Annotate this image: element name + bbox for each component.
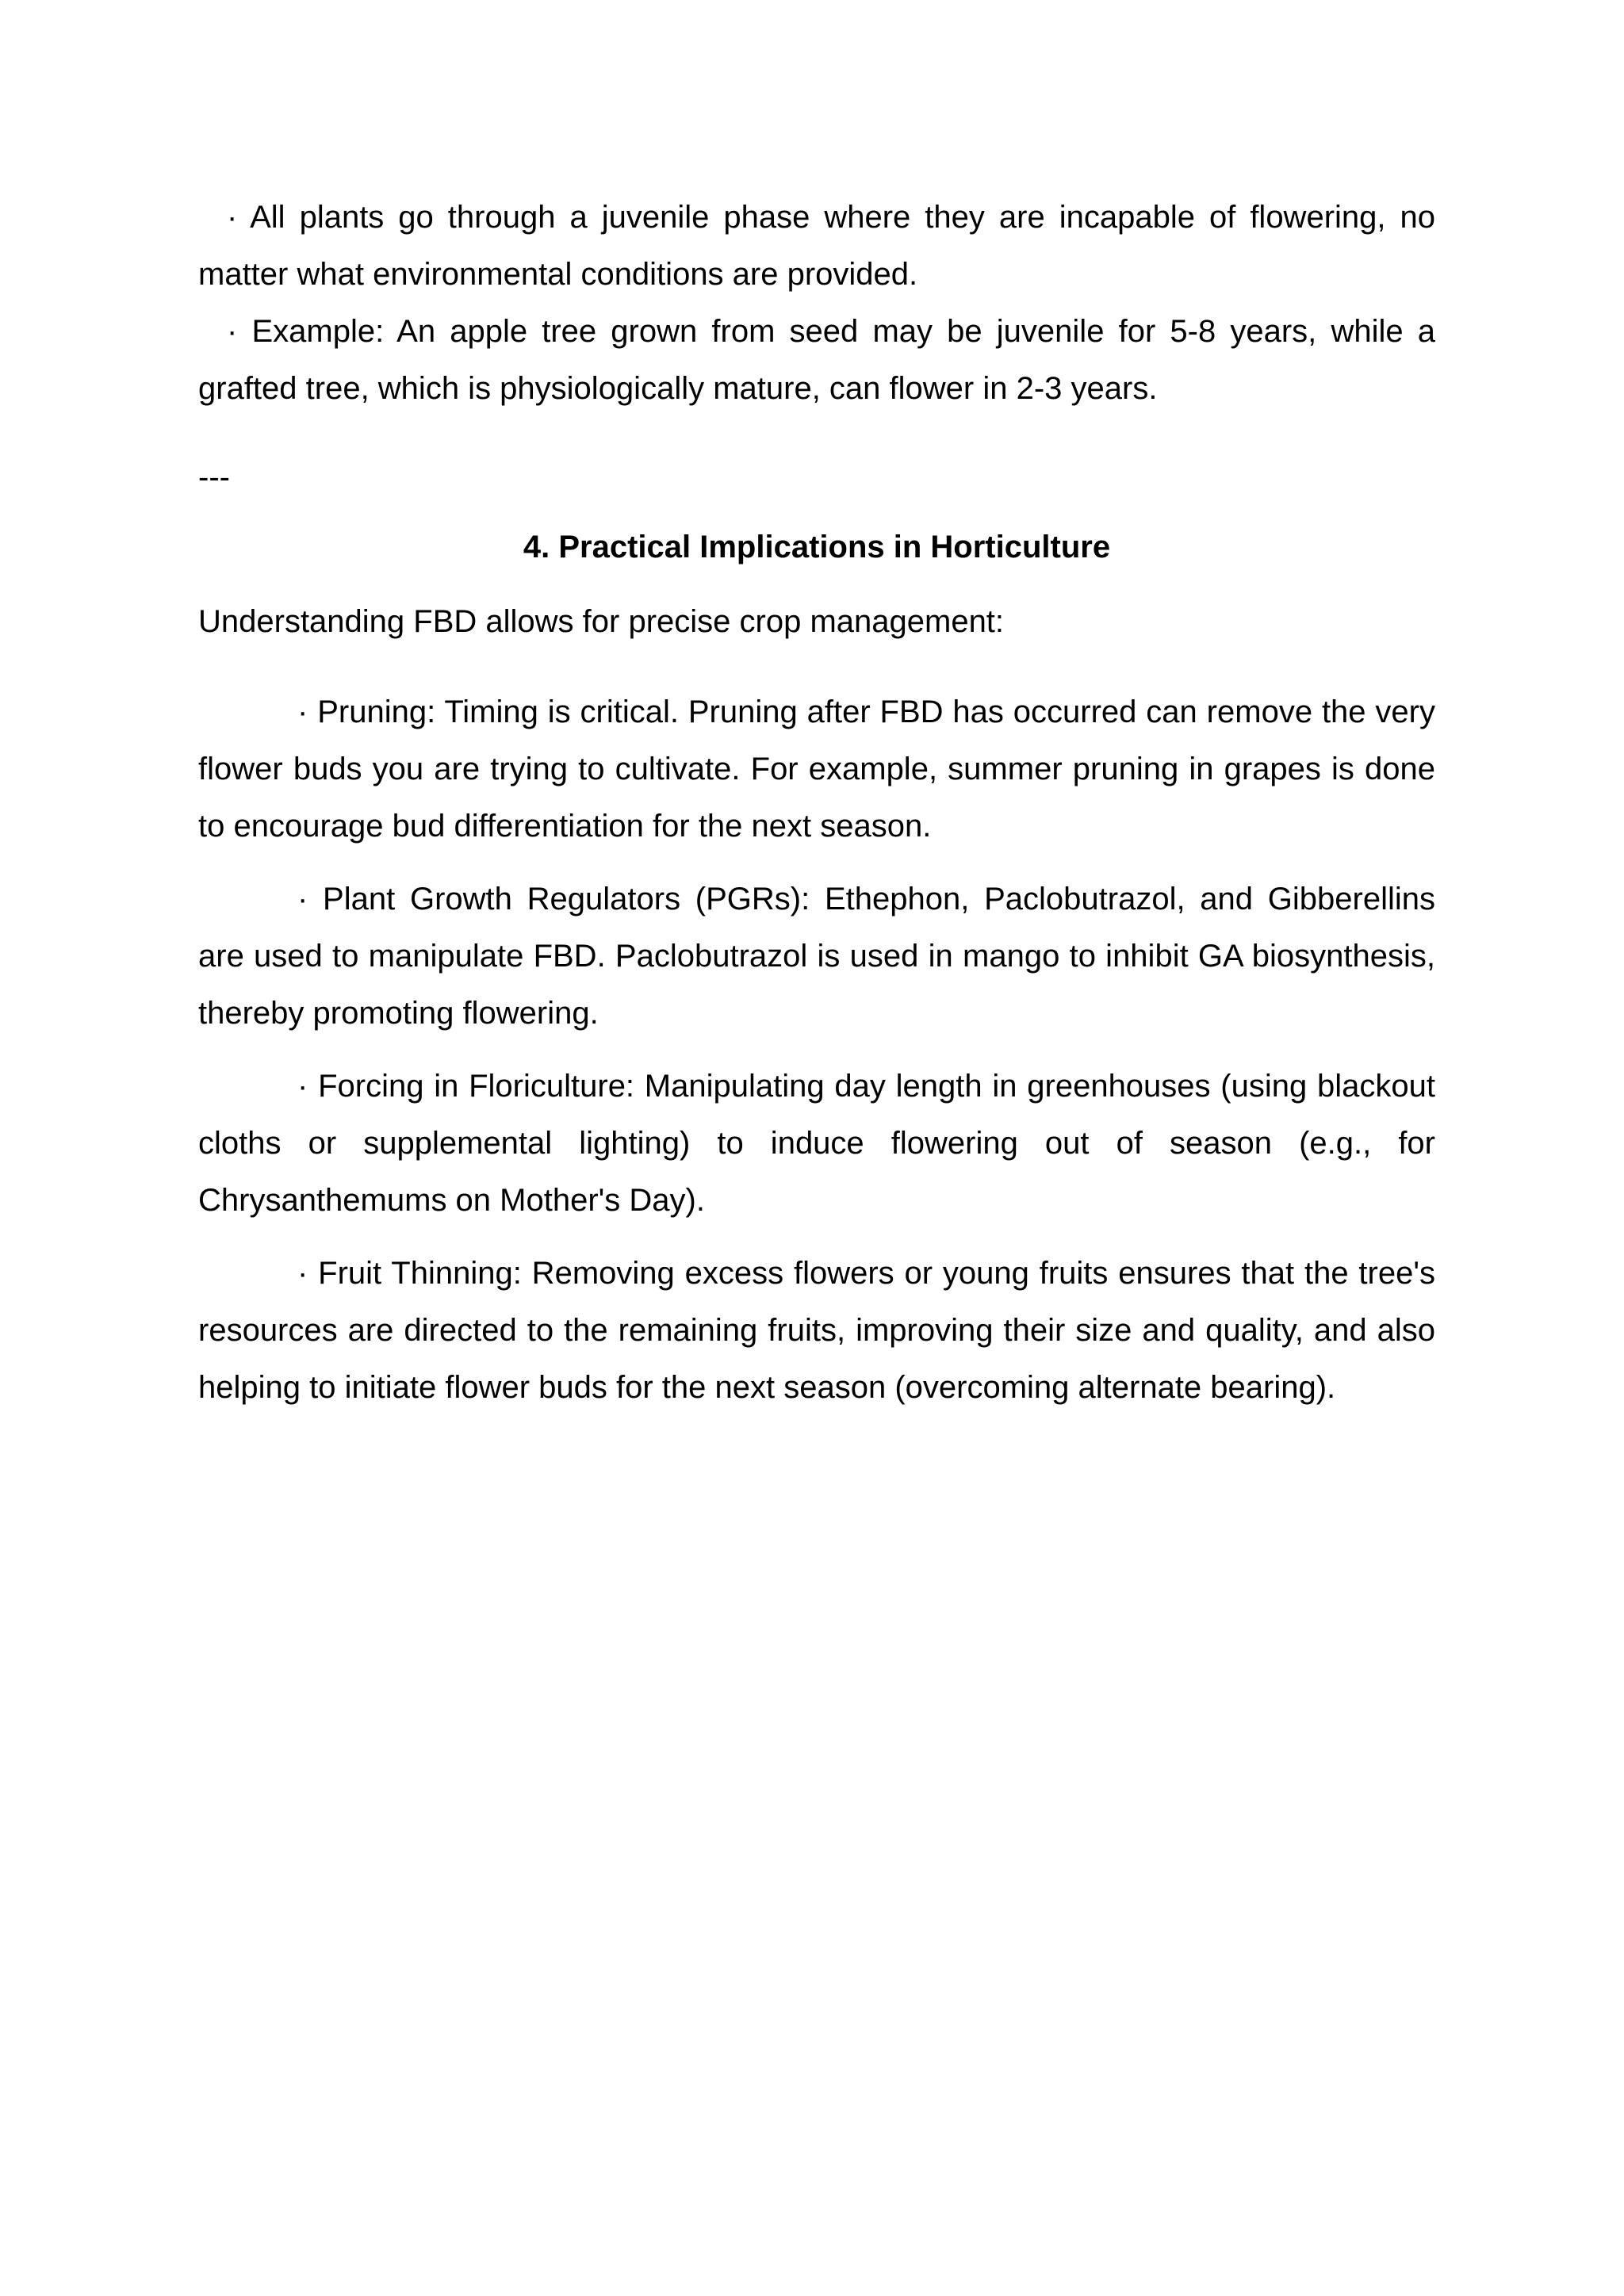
apple-tree-example-bullet: · Example: An apple tree grown from seed may be juvenile for 5-8 years, while a grafted tree, which is physiologically mature, can flower in 2-3 years. bbox=[198, 314, 1435, 406]
pgr-bullet: · Plant Growth Regulators (PGRs): Ethephon, Paclobutrazol, and Gibberellins are used to manipulate FBD. Paclobutrazol is used in mango to inhibit GA biosynthesis, thereby promoting flowering. bbox=[198, 882, 1435, 1031]
juvenile-phase-bullet: · All plants go through a juvenile phase where they are incapable of flowering, no matter what environmental conditions are provided. bbox=[198, 200, 1435, 292]
document-body bbox=[198, 189, 1435, 1416]
section-separator: --- bbox=[198, 460, 230, 495]
fruit-thinning-bullet: · Fruit Thinning: Removing excess flowers or young fruits ensures that the tree's resources are directed to the remaining fruits, improving their size and quality, and also helping to initiate flower buds for the next season (overcoming alternate bearing). bbox=[198, 1256, 1435, 1405]
section-heading: 4. Practical Implications in Horticulture bbox=[523, 530, 1111, 564]
pruning-bullet: · Pruning: Timing is critical. Pruning after FBD has occurred can remove the very flower buds you are trying to cultivate. For example, summer pruning in grapes is done to encourage bud differentiation for the next season. bbox=[198, 695, 1435, 844]
forcing-floriculture-bullet: · Forcing in Floriculture: Manipulating day length in greenhouses (using blackout cloths or supplemental lighting) to induce flowering out of season (e.g., for Chrysanthemums on Mother's Day). bbox=[198, 1069, 1435, 1218]
intro-paragraph: Understanding FBD allows for precise crop management: bbox=[198, 604, 1005, 639]
